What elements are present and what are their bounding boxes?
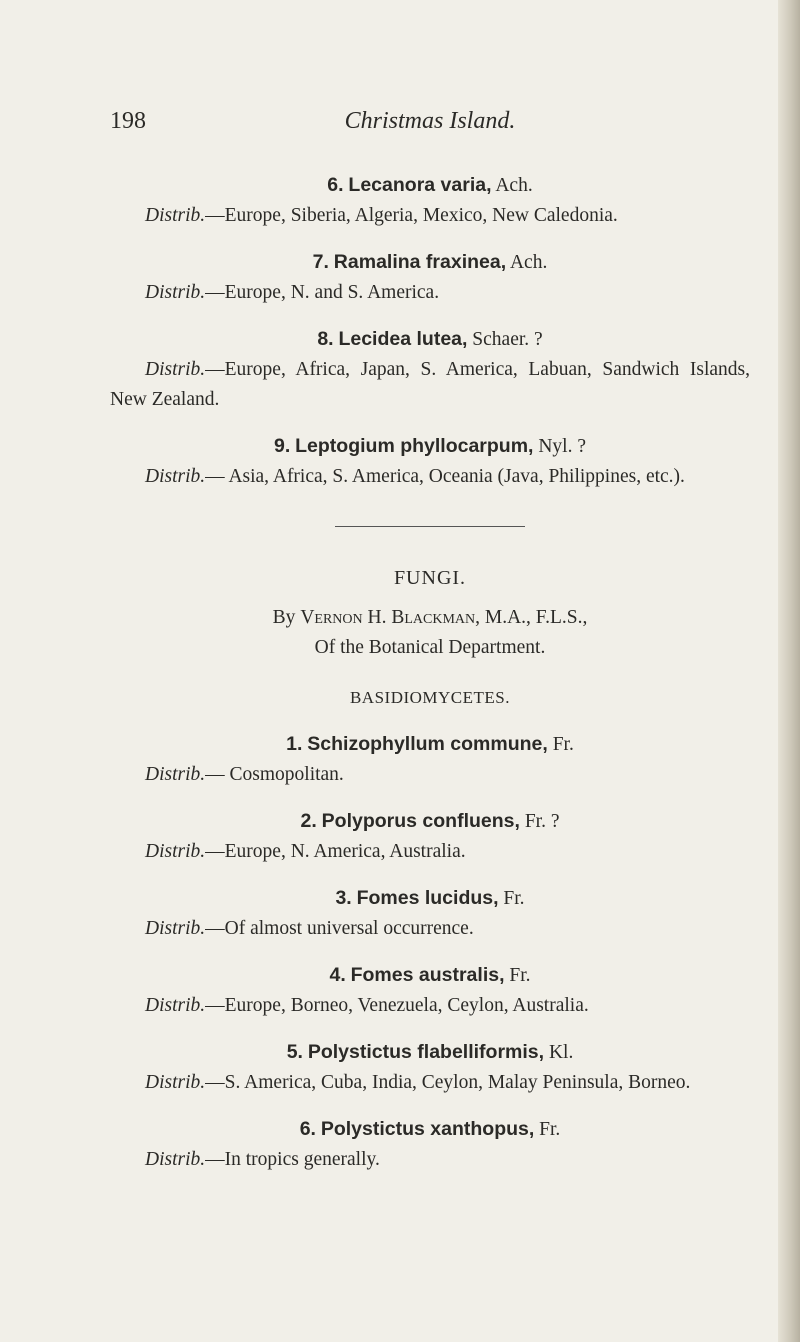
species-heading: 4. Fomes australis, Fr. <box>329 964 531 986</box>
species-heading: 9. Leptogium phyllocarpum, Nyl. ? <box>273 435 586 457</box>
author-department: Of the Botanical Department. <box>314 637 546 658</box>
species-heading: 6. Polystictus xanthopus, Fr. <box>299 1118 561 1140</box>
body-text <box>110 170 750 1175</box>
species-heading: 5. Polystictus flabelliformis, Kl. <box>286 1041 574 1063</box>
species-heading: 1. Schizophyllum commune, Fr. <box>286 733 574 755</box>
author-byline: By Vernon H. Blackman, M.A., F.L.S., <box>272 607 588 628</box>
distribution-text: Distrib.—Europe, Borneo, Venezuela, Ceylon, Australia. <box>145 995 589 1016</box>
section-title: FUNGI. <box>393 567 467 589</box>
species-heading: 8. Lecidea lutea, Schaer. ? <box>317 328 543 350</box>
page-number: 198 <box>110 108 146 134</box>
species-heading: 7. Ramalina fraxinea, Ach. <box>312 251 548 273</box>
distribution-text: Distrib.—Europe, N. and S. America. <box>145 282 440 303</box>
species-heading: 6. Lecanora varia, Ach. <box>327 174 533 196</box>
species-heading: 2. Polyporus confluens, Fr. ? <box>300 810 560 832</box>
distribution-text: Distrib.—Europe, N. America, Australia. <box>145 841 466 862</box>
species-heading: 3. Fomes lucidus, Fr. <box>335 887 525 909</box>
distribution-text: Distrib.— Asia, Africa, S. America, Oceania (Java, Philippines, etc.). <box>145 466 685 487</box>
distribution-text: Distrib.—S. America, Cuba, India, Ceylon, Malay Peninsula, Borneo. <box>145 1072 691 1093</box>
distribution-text: Distrib.—Europe, Africa, Japan, S. America, Labuan, Sandwich Islands, New Zealand. <box>110 359 750 410</box>
running-head <box>110 108 750 140</box>
distribution-text: Distrib.—Of almost universal occurrence. <box>145 918 474 939</box>
running-title: Christmas Island. <box>344 108 516 134</box>
subsection-title: BASIDIOMYCETES. <box>349 688 511 707</box>
distribution-text: Distrib.— Cosmopolitan. <box>145 764 344 785</box>
section-divider <box>335 526 525 527</box>
distribution-text: Distrib.—Europe, Siberia, Algeria, Mexico, New Caledonia. <box>145 205 618 226</box>
distribution-text: Distrib.—In tropics generally. <box>145 1149 380 1170</box>
